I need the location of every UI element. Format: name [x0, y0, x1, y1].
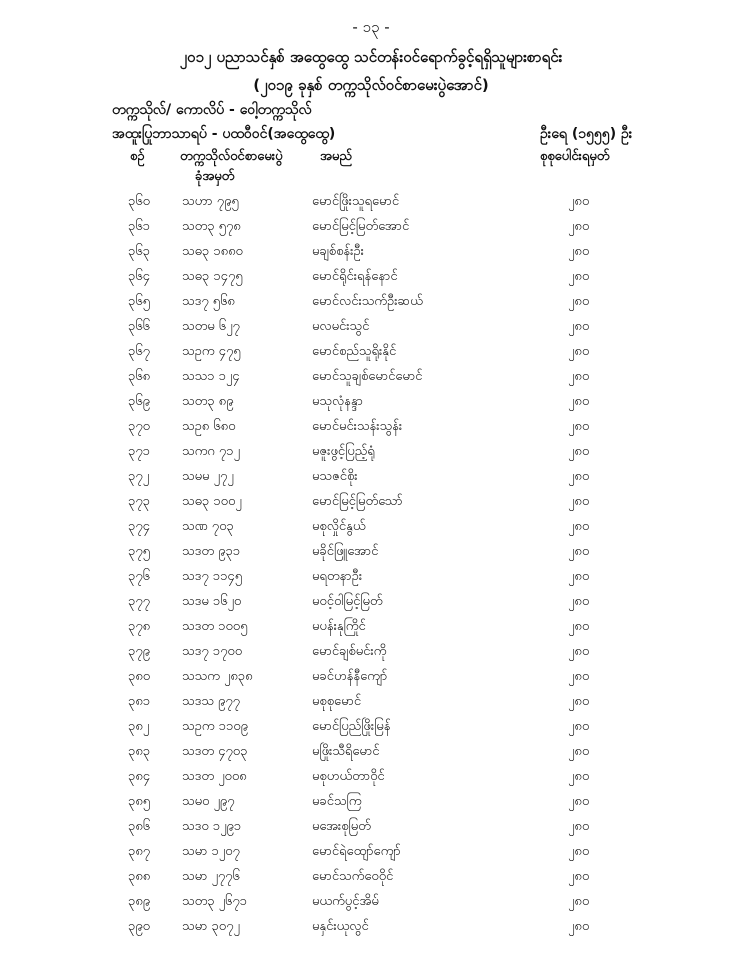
- total-score: ၂၈၀: [568, 194, 590, 209]
- total-score: ၂၈၀: [568, 794, 590, 809]
- student-name: မသဇင်စိုး: [312, 469, 358, 484]
- row-number: ၃၉၀: [128, 919, 150, 934]
- row-number: ၃၆၀: [128, 194, 150, 209]
- student-name: မနှင်းယုလွင်: [312, 919, 369, 934]
- column-header-exam: တက္ကသိုလ်ဝင်စာမေးပွဲ: [180, 149, 283, 164]
- total-score: ၂၈၀: [568, 544, 590, 559]
- table-row: [0, 264, 742, 289]
- table-row: [0, 614, 742, 639]
- document-title: ၂၀၁၂ ပညာသင်နှစ် အထွေထွေ သင်တန်းဝင်ရောက်ခွင့်ရရှိသူများစာရင်း: [179, 48, 563, 66]
- exam-roll-number: သမမ ၂၇၂: [182, 469, 234, 484]
- student-name: မလမင်းသွင်: [312, 319, 370, 334]
- table-row: [0, 489, 742, 514]
- total-score: ၂၈၀: [568, 419, 590, 434]
- total-score: ၂၈၀: [568, 869, 590, 884]
- total-score: ၂၈၀: [568, 244, 590, 259]
- total-count-header: ဦးရေ (၁၅၅၅) ဦး: [540, 126, 633, 142]
- table-row: [0, 439, 742, 464]
- row-number: ၃၇၅: [128, 544, 150, 559]
- table-row: [0, 364, 742, 389]
- row-number: ၃၆၇: [128, 344, 150, 359]
- exam-roll-number: သဒမ ၁၆၂၀: [182, 594, 242, 609]
- total-score: ၂၈၀: [568, 369, 590, 384]
- row-number: ၃၇၇: [128, 594, 150, 609]
- total-score: ၂၈၀: [568, 319, 590, 334]
- row-number: ၃၆၁: [128, 219, 150, 234]
- row-number: ၃၇၆: [128, 569, 150, 584]
- table-row: [0, 739, 742, 764]
- row-number: ၃၇၄: [128, 519, 150, 534]
- table-row: [0, 664, 742, 689]
- exam-roll-number: သဒ၇ ၅၆၈: [182, 294, 235, 309]
- exam-roll-number: သဒတ ၂၀၀၈: [182, 769, 247, 784]
- exam-roll-number: သသ၁ ၁၂၄: [182, 369, 240, 384]
- row-number: ၃၈၄: [128, 769, 151, 784]
- total-score: ၂၈၀: [568, 719, 590, 734]
- exam-roll-number: သမာ ၁၂၀၇: [182, 844, 240, 859]
- exam-roll-number: သမာ ၃၀၇၂: [182, 919, 240, 934]
- table-row: [0, 789, 742, 814]
- exam-roll-number: သကဂ ၇၁၂: [182, 444, 240, 459]
- total-score: ၂၈၀: [568, 819, 590, 834]
- table-row: [0, 289, 742, 314]
- student-name: မခိုင်ဖြူအောင်: [312, 544, 379, 559]
- total-score: ၂၈၀: [568, 694, 590, 709]
- exam-roll-number: သဒ၇ ၁၇၀၀: [182, 644, 243, 659]
- exam-roll-number: သတမ ၆၂၇: [182, 319, 240, 334]
- student-name: မချစ်စန်းဦး: [312, 244, 364, 259]
- student-name: မောင်မြင့်မြတ်အောင်: [312, 219, 410, 234]
- table-row: [0, 189, 742, 214]
- row-number: ၃၈၉: [128, 894, 151, 909]
- exam-roll-number: သဥက ၄၇၅: [182, 344, 241, 359]
- total-score: ၂၈၀: [568, 619, 590, 634]
- table-row: [0, 339, 742, 364]
- table-row: [0, 589, 742, 614]
- table-row: [0, 914, 742, 939]
- total-score: ၂၈၀: [568, 919, 590, 934]
- student-name: မခင်ဟန်နီကျော်: [312, 669, 388, 684]
- student-name: မအေးစုမြတ်: [312, 819, 371, 834]
- page-number: - ၁၃ -: [352, 18, 390, 36]
- exam-roll-number: သမ၀ ၂၉၇: [182, 794, 235, 809]
- total-score: ၂၈၀: [568, 669, 590, 684]
- table-row: [0, 239, 742, 264]
- total-score: ၂၈၀: [568, 269, 590, 284]
- table-row: [0, 314, 742, 339]
- row-number: ၃၈၃: [128, 744, 151, 759]
- total-score: ၂၈၀: [568, 519, 590, 534]
- row-number: ၃၈၂: [128, 719, 150, 734]
- exam-roll-number: သတ၃ ၈၉: [182, 394, 234, 409]
- table-row: [0, 414, 742, 439]
- table-row: [0, 564, 742, 589]
- total-score: ၂၈၀: [568, 344, 590, 359]
- student-name: မောင်ပြည်ဖြိုးမြန်: [312, 719, 391, 734]
- exam-roll-number: သဓ၃ ၁၈၈၀: [182, 244, 243, 259]
- total-score: ၂၈၀: [568, 844, 590, 859]
- student-name: မဝင့်ဝါမြင့်မြတ်: [312, 594, 383, 609]
- exam-roll-number: သဒ၀ ၁၂၉၁: [182, 819, 242, 834]
- student-list: [0, 189, 742, 939]
- row-number: ၃၇၈: [128, 619, 151, 634]
- student-name: မခင်သကြ: [312, 794, 362, 809]
- student-name: မောင်ရိုင်းရန်နောင်: [312, 269, 398, 284]
- student-name: မောင်ရဲထျော်ကျော်: [312, 844, 401, 859]
- column-header-name: အမည်: [320, 149, 352, 164]
- total-score: ၂၈၀: [568, 594, 590, 609]
- exam-roll-number: သဏ ၇၀၃: [182, 519, 234, 534]
- row-number: ၃၆၉: [128, 394, 150, 409]
- student-name: မဇူးဖွင့်ပြည့်ရုံ: [312, 444, 375, 459]
- table-row: [0, 389, 742, 414]
- student-name: မောင်ချစ်မင်းကို: [312, 644, 387, 659]
- student-name: မောင်မြင့်မြတ်သော်: [312, 494, 403, 509]
- student-name: မောင်စည်သူရိုးနိုင်: [312, 344, 397, 359]
- exam-roll-number: သဒတ ၄၇၀၃: [182, 744, 248, 759]
- row-number: ၃၈၁: [128, 694, 151, 709]
- row-number: ၃၇၁: [128, 444, 150, 459]
- student-name: မပန်းနုကြိုင်: [312, 619, 366, 634]
- student-name: မောင်ဖြိုးသူရမောင်: [312, 194, 400, 209]
- row-number: ၃၆၈: [128, 369, 151, 384]
- row-number: ၃၈၈: [128, 869, 151, 884]
- total-score: ၂၈၀: [568, 569, 590, 584]
- row-number: ၃၇၂: [128, 469, 150, 484]
- total-score: ၂၈၀: [568, 644, 590, 659]
- exam-roll-number: သတ၃ ၂၆၇၁: [182, 894, 247, 909]
- row-number: ၃၈၀: [128, 669, 151, 684]
- exam-roll-number: သဟာ ၇၉၅: [182, 194, 239, 209]
- row-number: ၃၆၄: [128, 269, 150, 284]
- row-number: ၃၇၉: [128, 644, 150, 659]
- total-score: ၂၈၀: [568, 469, 590, 484]
- total-score: ၂၈၀: [568, 394, 590, 409]
- total-score: ၂၈၀: [568, 219, 590, 234]
- total-score: ၂၈၀: [568, 294, 590, 309]
- table-row: [0, 714, 742, 739]
- table-row: [0, 514, 742, 539]
- exam-roll-number: သဒတ ၁၀၀၅: [182, 619, 248, 634]
- table-row: [0, 214, 742, 239]
- exam-roll-number: သမာ ၂၇၇၆: [182, 869, 240, 884]
- column-header-score: စုစုပေါင်းရမှတ်: [540, 149, 610, 164]
- student-name: မဖြိုးသီရိမောင်: [312, 744, 380, 759]
- student-name: မောင်သူချစ်မောင်မောင်: [312, 369, 423, 384]
- student-name: မရတနာဦး: [312, 569, 363, 584]
- row-number: ၃၆၃: [128, 244, 150, 259]
- total-score: ၂၈၀: [568, 769, 590, 784]
- row-number: ၃၈၆: [128, 819, 151, 834]
- exam-roll-number: သဓ၃ ၁၀၀၂: [182, 494, 242, 509]
- total-score: ၂၈၀: [568, 494, 590, 509]
- row-number: ၃၇၀: [128, 419, 150, 434]
- row-number: ၃၇၃: [128, 494, 150, 509]
- student-name: မစုဟယ်တာဝိုင်: [312, 769, 385, 784]
- table-row: [0, 639, 742, 664]
- exam-roll-number: သဒတ ၉၃၁: [182, 544, 241, 559]
- table-row: [0, 689, 742, 714]
- student-name: မောင်သက်ဝေဝိုင်: [312, 869, 394, 884]
- table-row: [0, 814, 742, 839]
- student-name: မယက်ပွင့်အိမ်: [312, 894, 379, 909]
- student-name: မောင်မင်းသန်းသွန်း: [312, 419, 403, 434]
- row-number: ၃၆၆: [128, 319, 150, 334]
- table-row: [0, 764, 742, 789]
- exam-roll-number: သတ၃ ၅၇၈: [182, 219, 241, 234]
- document-subtitle: (၂၀၁၉ ခုနှစ် တက္ကသိုလ်ဝင်စာမေးပွဲအောင်): [253, 76, 489, 94]
- table-row: [0, 864, 742, 889]
- row-number: ၃၈၇: [128, 844, 151, 859]
- total-score: ၂၈၀: [568, 744, 590, 759]
- exam-roll-number: သဥက ၁၁၀၉: [182, 719, 248, 734]
- table-row: [0, 464, 742, 489]
- university-line: တက္ကသိုလ်/ ကောလိပ် - ဝေါ့တက္ကသိုလ်: [112, 102, 312, 118]
- major-subject-header: အထူးပြုဘာသာရပ် - ပထဝီဝင်(အထွေထွေ): [112, 126, 336, 142]
- exam-roll-number: သဓ၃ ၁၄၇၅: [182, 269, 243, 284]
- table-row: [0, 839, 742, 864]
- row-number: ၃၆၅: [128, 294, 150, 309]
- exam-roll-number: သဒ၇ ၁၁၄၅: [182, 569, 243, 584]
- column-header-exam-sub: ခုံအမှတ်: [195, 169, 235, 184]
- table-row: [0, 539, 742, 564]
- student-name: မသုလုံနန္ဒာ: [312, 394, 363, 409]
- exam-roll-number: သဒသ ၉၇၇: [182, 694, 240, 709]
- exam-roll-number: သသက ၂၈၃၈: [182, 669, 253, 684]
- row-number: ၃၈၅: [128, 794, 151, 809]
- student-name: မစုစုမောင်: [312, 694, 362, 709]
- column-header-no: စဉ်: [130, 149, 145, 164]
- total-score: ၂၈၀: [568, 444, 590, 459]
- exam-roll-number: သဥ၈ ၆၈၀: [182, 419, 236, 434]
- student-name: မောင်လင်းသက်ဦးဆယ်: [312, 294, 423, 309]
- table-row: [0, 889, 742, 914]
- total-score: ၂၈၀: [568, 894, 590, 909]
- student-name: မစုလှိုင်နွယ်: [312, 519, 366, 534]
